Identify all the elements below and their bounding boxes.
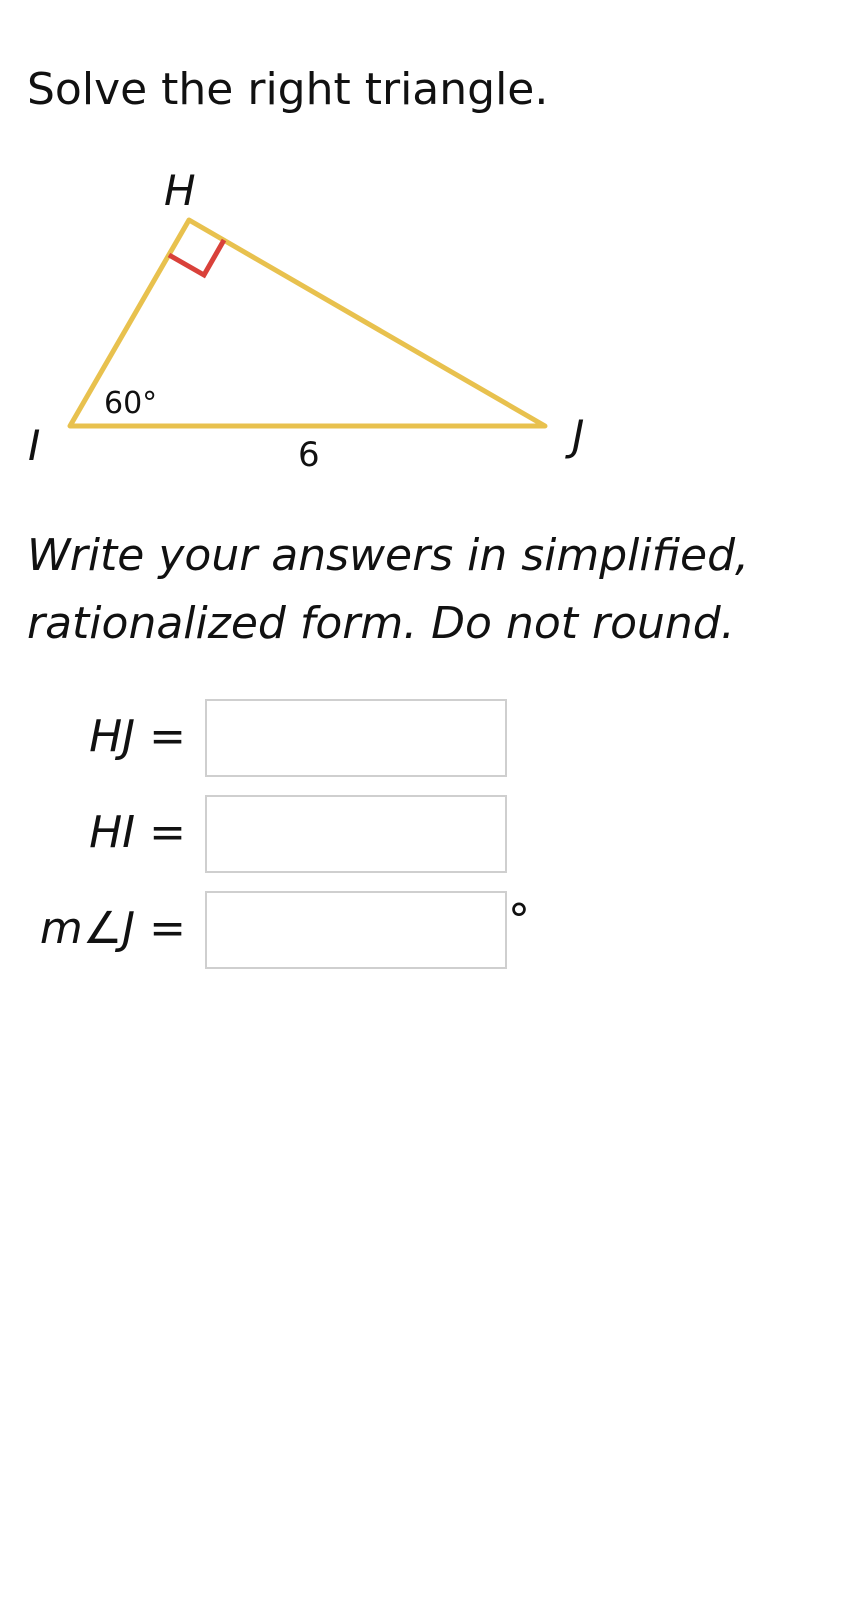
degree-symbol: °	[508, 895, 530, 946]
question-prompt: Solve the right triangle.	[27, 64, 549, 115]
hj-answer-input[interactable]	[205, 699, 507, 777]
side-length-ij: 6	[298, 435, 320, 475]
vertex-label-j: J	[572, 411, 585, 460]
vertex-label-h: H	[164, 166, 196, 215]
answer-label-hi: HI =	[89, 807, 186, 858]
triangle-diagram	[0, 160, 640, 490]
answer-label-hj: HJ =	[89, 711, 186, 762]
hi-answer-input[interactable]	[205, 795, 507, 873]
vertex-label-i: I	[28, 421, 41, 470]
answer-row-angle-j	[0, 891, 600, 969]
answer-row-hi	[0, 795, 600, 873]
answer-label-angle-j: m∠J =	[39, 903, 186, 954]
angle-label-i: 60°	[104, 386, 158, 421]
answer-row-hj	[0, 699, 600, 777]
answer-instructions: Write your answers in simplified, rationalized form. Do not round.	[27, 530, 750, 649]
angle-j-answer-input[interactable]	[205, 891, 507, 969]
